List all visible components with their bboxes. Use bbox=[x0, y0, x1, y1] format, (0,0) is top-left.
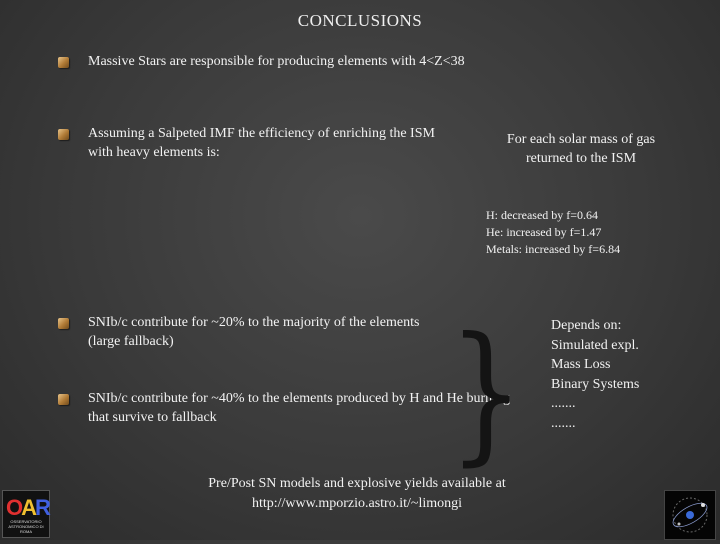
depends-item-simulated: Simulated expl. bbox=[551, 337, 639, 353]
oar-logo bbox=[2, 490, 50, 538]
depends-item-ellipsis-1: ....... bbox=[551, 396, 576, 411]
bullet-marker-4 bbox=[58, 394, 69, 405]
factor-he: He: increased by f=1.47 bbox=[486, 225, 602, 239]
oar-logo-tagline: OSSERVATORIO ASTRONOMICO DI ROMA bbox=[8, 519, 44, 534]
bullet-text-3: SNIb/c contribute for ~20% to the majority of the elements (large fallback) bbox=[88, 315, 420, 349]
depends-on-list bbox=[551, 316, 639, 433]
bullet-marker-1 bbox=[58, 57, 69, 68]
oar-logo-letters: OAR bbox=[6, 495, 49, 520]
bullet-text-1: Massive Stars are responsible for producing elements with 4<Z<38 bbox=[88, 54, 465, 69]
footer-note bbox=[170, 474, 544, 514]
bullet-marker-2 bbox=[58, 129, 69, 140]
depends-item-mass-loss: Mass Loss bbox=[551, 357, 611, 372]
factor-h: H: decreased by f=0.64 bbox=[486, 208, 599, 222]
bullet-marker-3 bbox=[58, 318, 69, 329]
depends-item-binary: Binary Systems bbox=[551, 376, 640, 392]
enrichment-factors bbox=[486, 207, 620, 258]
page-title: CONCLUSIONS bbox=[297, 11, 423, 30]
depends-heading: Depends on: bbox=[551, 318, 622, 333]
bullet-text-4: SNIb/c contribute for ~40% to the elements produced by H and He burning that survive to fallback bbox=[88, 391, 511, 425]
bullet-text-2: Assuming a Salpeted IMF the efficiency of enriching the ISM with heavy elements is: bbox=[88, 126, 435, 160]
factor-metals: Metals: increased by f=6.84 bbox=[486, 242, 621, 256]
orbit-logo-icon bbox=[665, 491, 715, 539]
depends-item-ellipsis-2: ....... bbox=[551, 415, 576, 431]
efficiency-note: For each solar mass of gas returned to the ISM bbox=[506, 132, 656, 166]
institute-logo bbox=[664, 490, 716, 540]
footer-link[interactable]: http://www.mporzio.astro.it/~limongi bbox=[251, 496, 463, 511]
footer-line-1: Pre/Post SN models and explosive yields available at bbox=[208, 476, 506, 491]
curly-brace-icon: } bbox=[448, 306, 525, 480]
